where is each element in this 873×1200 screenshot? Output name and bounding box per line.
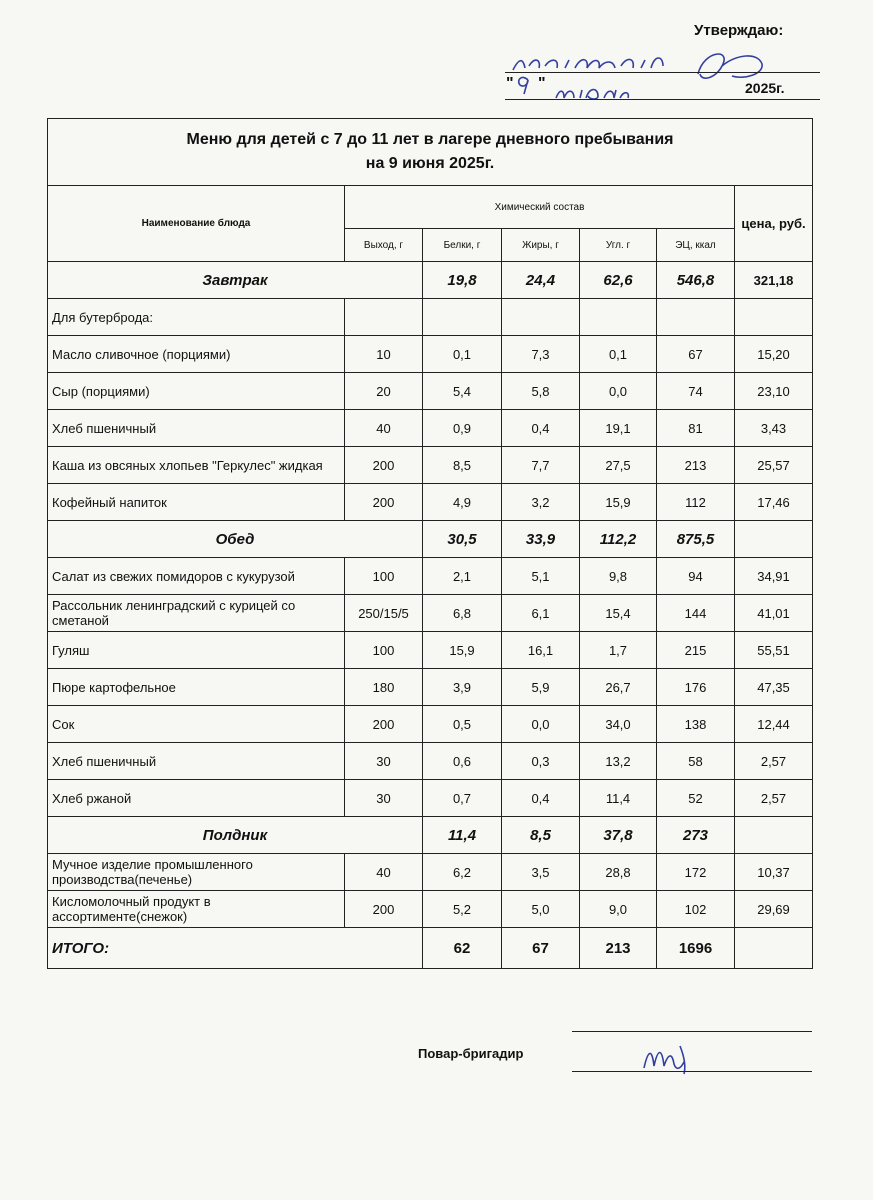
dish-name: Каша из овсяных хлопьев "Геркулес" жидкая: [48, 447, 345, 484]
dish-price: 12,44: [735, 706, 813, 743]
dish-fat: 5,8: [502, 373, 580, 410]
approval-year: 2025г.: [745, 80, 785, 96]
dish-fat: 7,3: [502, 336, 580, 373]
menu-title-line1: Меню для детей с 7 до 11 лет в лагере дневного пребывания: [186, 131, 674, 148]
dish-row: [48, 891, 813, 928]
dish-energy: 172: [657, 854, 735, 891]
section-energy: 546,8: [657, 262, 735, 299]
total-price: [735, 928, 813, 969]
dish-price: 23,10: [735, 373, 813, 410]
dish-row: [48, 373, 813, 410]
cook-signature-line-bottom: [572, 1071, 812, 1072]
section-fat: 8,5: [502, 817, 580, 854]
dish-energy: 94: [657, 558, 735, 595]
dish-row: [48, 780, 813, 817]
total-row: [48, 928, 813, 969]
menu-title: [48, 119, 813, 186]
handwritten-day: [512, 72, 536, 98]
dish-fat: 3,5: [502, 854, 580, 891]
dish-energy: 213: [657, 447, 735, 484]
dish-price: 41,01: [735, 595, 813, 632]
dish-row: [48, 706, 813, 743]
section-carbs: 62,6: [580, 262, 657, 299]
dish-carbs: 0,1: [580, 336, 657, 373]
dish-row: [48, 743, 813, 780]
dish-yield: 200: [345, 447, 423, 484]
dish-row: [48, 632, 813, 669]
dish-name: Гуляш: [48, 632, 345, 669]
section-lunch: [48, 521, 813, 558]
dish-yield: 180: [345, 669, 423, 706]
dish-name: Хлеб пшеничный: [48, 410, 345, 447]
section-price: [735, 817, 813, 854]
dish-yield: 30: [345, 743, 423, 780]
section-protein: 19,8: [423, 262, 502, 299]
day-quote-open: ": [506, 75, 514, 92]
dish-protein: 2,1: [423, 558, 502, 595]
dish-fat: 0,4: [502, 410, 580, 447]
dish-name: Сыр (порциями): [48, 373, 345, 410]
dish-energy: 112: [657, 484, 735, 521]
header-energy: ЭЦ, ккал: [657, 229, 735, 262]
dish-protein: 0,5: [423, 706, 502, 743]
day-quote-close: ": [538, 75, 546, 92]
dish-fat: 5,9: [502, 669, 580, 706]
dish-yield: 250/15/5: [345, 595, 423, 632]
section-name: Завтрак: [48, 262, 423, 299]
dish-price: 2,57: [735, 743, 813, 780]
dish-price: 2,57: [735, 780, 813, 817]
section-energy: 875,5: [657, 521, 735, 558]
dish-carbs: 15,9: [580, 484, 657, 521]
dish-protein: 5,4: [423, 373, 502, 410]
total-energy: 1696: [657, 928, 735, 969]
handwritten-month: [552, 82, 634, 106]
dish-protein: 0,6: [423, 743, 502, 780]
section-protein: 30,5: [423, 521, 502, 558]
dish-yield: 100: [345, 632, 423, 669]
section-carbs: 112,2: [580, 521, 657, 558]
dish-energy: 138: [657, 706, 735, 743]
section-snack: [48, 817, 813, 854]
dish-name: Сок: [48, 706, 345, 743]
dish-protein: 5,2: [423, 891, 502, 928]
dish-yield: 200: [345, 891, 423, 928]
dish-price: 55,51: [735, 632, 813, 669]
dish-protein: 0,1: [423, 336, 502, 373]
dish-name: Хлеб ржаной: [48, 780, 345, 817]
header-dish-name: Наименование блюда: [48, 186, 345, 262]
dish-protein: 4,9: [423, 484, 502, 521]
dish-energy: 74: [657, 373, 735, 410]
dish-carbs: 34,0: [580, 706, 657, 743]
header-protein: Белки, г: [423, 229, 502, 262]
dish-name: Салат из свежих помидоров с кукурузой: [48, 558, 345, 595]
total-fat: 67: [502, 928, 580, 969]
dish-carbs: 1,7: [580, 632, 657, 669]
dish-carbs: 26,7: [580, 669, 657, 706]
approval-signature-line: [505, 72, 820, 73]
dish-name: Кофейный напиток: [48, 484, 345, 521]
dish-energy: 67: [657, 336, 735, 373]
header-fat: Жиры, г: [502, 229, 580, 262]
dish-protein: 0,9: [423, 410, 502, 447]
header-carbs: Угл. г: [580, 229, 657, 262]
dish-yield: 40: [345, 410, 423, 447]
dish-yield: 40: [345, 854, 423, 891]
dish-fat: 5,0: [502, 891, 580, 928]
dish-protein: 6,2: [423, 854, 502, 891]
dish-energy: 215: [657, 632, 735, 669]
dish-price: 34,91: [735, 558, 813, 595]
dish-price: 15,20: [735, 336, 813, 373]
dish-fat: 0,4: [502, 780, 580, 817]
dish-name: Хлеб пшеничный: [48, 743, 345, 780]
dish-price: 25,57: [735, 447, 813, 484]
dish-carbs: 9,0: [580, 891, 657, 928]
section-carbs: 37,8: [580, 817, 657, 854]
section-price: 321,18: [735, 262, 813, 299]
dish-energy: 58: [657, 743, 735, 780]
dish-fat: 16,1: [502, 632, 580, 669]
total-label: ИТОГО:: [48, 928, 423, 969]
dish-row: [48, 410, 813, 447]
dish-carbs: 0,0: [580, 373, 657, 410]
dish-name: Мучное изделие промышленного производства(печенье): [48, 854, 345, 891]
dish-yield: 10: [345, 336, 423, 373]
dish-row: [48, 669, 813, 706]
dish-price: 47,35: [735, 669, 813, 706]
dish-row: [48, 595, 813, 632]
dish-carbs: 15,4: [580, 595, 657, 632]
dish-protein: 8,5: [423, 447, 502, 484]
total-protein: 62: [423, 928, 502, 969]
section-protein: 11,4: [423, 817, 502, 854]
subheading-label: Для бутерброда:: [48, 299, 345, 336]
dish-energy: 81: [657, 410, 735, 447]
dish-energy: 176: [657, 669, 735, 706]
subheading-row: [48, 299, 813, 336]
dish-protein: 3,9: [423, 669, 502, 706]
cook-label: Повар-бригадир: [418, 1046, 524, 1061]
section-name: Обед: [48, 521, 423, 558]
menu-title-line2: на 9 июня 2025г.: [365, 155, 495, 172]
dish-carbs: 27,5: [580, 447, 657, 484]
dish-fat: 7,7: [502, 447, 580, 484]
approval-date-line: [505, 99, 820, 100]
dish-carbs: 11,4: [580, 780, 657, 817]
header-yield: Выход, г: [345, 229, 423, 262]
dish-fat: 0,3: [502, 743, 580, 780]
dish-fat: 5,1: [502, 558, 580, 595]
section-name: Полдник: [48, 817, 423, 854]
dish-protein: 0,7: [423, 780, 502, 817]
dish-carbs: 28,8: [580, 854, 657, 891]
dish-row: [48, 558, 813, 595]
section-fat: 33,9: [502, 521, 580, 558]
dish-yield: 200: [345, 706, 423, 743]
total-carbs: 213: [580, 928, 657, 969]
section-breakfast: [48, 262, 813, 299]
dish-energy: 102: [657, 891, 735, 928]
dish-price: 10,37: [735, 854, 813, 891]
dish-name: Рассольник ленинградский с курицей со сметаной: [48, 595, 345, 632]
dish-yield: 20: [345, 373, 423, 410]
dish-row: [48, 447, 813, 484]
dish-carbs: 9,8: [580, 558, 657, 595]
dish-price: 17,46: [735, 484, 813, 521]
dish-carbs: 19,1: [580, 410, 657, 447]
dish-yield: 200: [345, 484, 423, 521]
dish-row: [48, 484, 813, 521]
dish-name: Кисломолочный продукт в ассортименте(снежок): [48, 891, 345, 928]
dish-yield: 100: [345, 558, 423, 595]
dish-protein: 15,9: [423, 632, 502, 669]
dish-protein: 6,8: [423, 595, 502, 632]
dish-fat: 3,2: [502, 484, 580, 521]
section-energy: 273: [657, 817, 735, 854]
dish-row: [48, 336, 813, 373]
dish-energy: 144: [657, 595, 735, 632]
approval-label: Утверждаю:: [694, 22, 784, 39]
header-chemical-composition: Химический состав: [345, 186, 735, 229]
dish-name: Масло сливочное (порциями): [48, 336, 345, 373]
dish-fat: 6,1: [502, 595, 580, 632]
header-price: цена, руб.: [735, 186, 813, 262]
dish-energy: 52: [657, 780, 735, 817]
dish-fat: 0,0: [502, 706, 580, 743]
dish-price: 29,69: [735, 891, 813, 928]
dish-row: [48, 854, 813, 891]
dish-name: Пюре картофельное: [48, 669, 345, 706]
dish-carbs: 13,2: [580, 743, 657, 780]
section-fat: 24,4: [502, 262, 580, 299]
cook-signature-line-top: [572, 1031, 812, 1032]
dish-price: 3,43: [735, 410, 813, 447]
section-price: [735, 521, 813, 558]
dish-yield: 30: [345, 780, 423, 817]
menu-table: [47, 118, 813, 969]
